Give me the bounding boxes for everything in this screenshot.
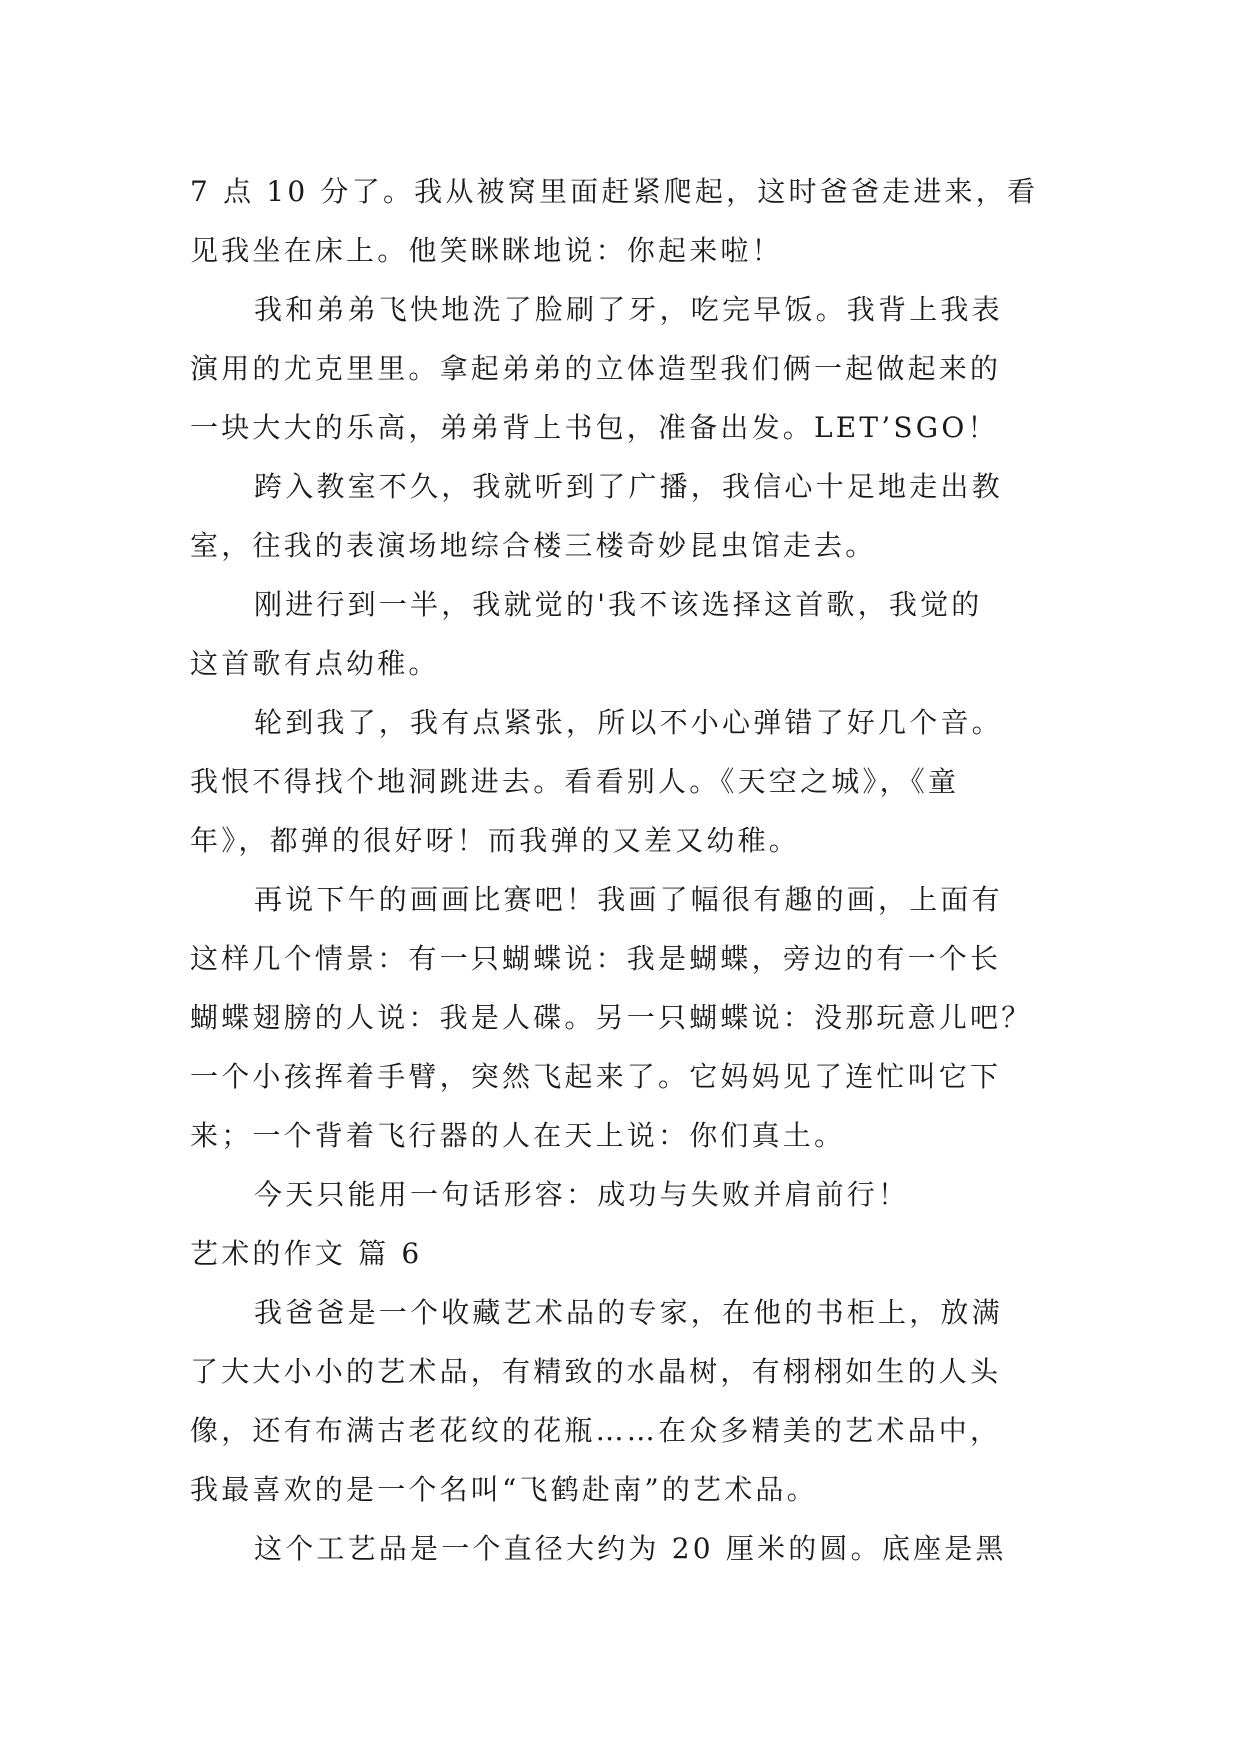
text-line: 这样几个情景：有一只蝴蝶说：我是蝴蝶，旁边的有一个长	[190, 942, 1002, 975]
text-line: 轮到我了，我有点紧张，所以不小心弹错了好几个音。	[254, 706, 1003, 739]
essay-text	[190, 162, 1070, 1578]
text-line: 我爸爸是一个收藏艺术品的专家，在他的书柜上，放满	[254, 1296, 1003, 1329]
text-line: 我恨不得找个地洞跳进去。看看别人。《天空之城》，《童	[190, 765, 960, 798]
text-line: 室，往我的表演场地综合楼三楼奇妙昆虫馆走去。	[190, 529, 877, 562]
section-heading: 艺术的作文 篇 6	[190, 1237, 423, 1270]
text-line: 演用的尤克里里。拿起弟弟的立体造型我们俩一起做起来的	[190, 352, 1002, 385]
text-line: 我和弟弟飞快地洗了脸刷了牙，吃完早饭。我背上我表	[254, 293, 1003, 326]
text-line: 刚进行到一半，我就觉的'我不该选择这首歌，我觉的	[254, 588, 983, 621]
text-line: 跨入教室不久，我就听到了广播，我信心十足地走出教	[254, 470, 1003, 503]
text-line: 蝴蝶翅膀的人说：我是人碟。另一只蝴蝶说：没那玩意儿吧？	[190, 1001, 1033, 1034]
text-line: 这个工艺品是一个直径大约为 20 厘米的圆。底座是黑	[254, 1532, 1007, 1565]
text-line: 一个小孩挥着手臂，突然飞起来了。它妈妈见了连忙叫它下	[190, 1060, 1002, 1093]
text-line: 见我坐在床上。他笑眯眯地说：你起来啦！	[190, 234, 783, 267]
text-line: 年》，都弹的很好呀！而我弹的又差又幼稚。	[190, 824, 801, 857]
text-line: 了大大小小的艺术品，有精致的水晶树，有栩栩如生的人头	[190, 1355, 1002, 1388]
text-line: 再说下午的画画比赛吧！我画了幅很有趣的画，上面有	[254, 883, 1003, 916]
text-line: 一块大大的乐高，弟弟背上书包，准备出发。LET’SGO！	[190, 411, 999, 444]
text-line: 今天只能用一句话形容：成功与失败并肩前行！	[254, 1178, 910, 1211]
text-line: 像，还有布满古老花纹的花瓶……在众多精美的艺术品中，	[190, 1414, 1002, 1447]
text-line: 我最喜欢的是一个名叫“飞鹤赴南”的艺术品。	[190, 1473, 818, 1506]
text-line: 来；一个背着飞行器的人在天上说：你们真土。	[190, 1119, 846, 1152]
text-line: 这首歌有点幼稚。	[190, 647, 440, 680]
text-line: 7 点 10 分了。我从被窝里面赶紧爬起，这时爸爸走进来，看	[190, 175, 1039, 208]
